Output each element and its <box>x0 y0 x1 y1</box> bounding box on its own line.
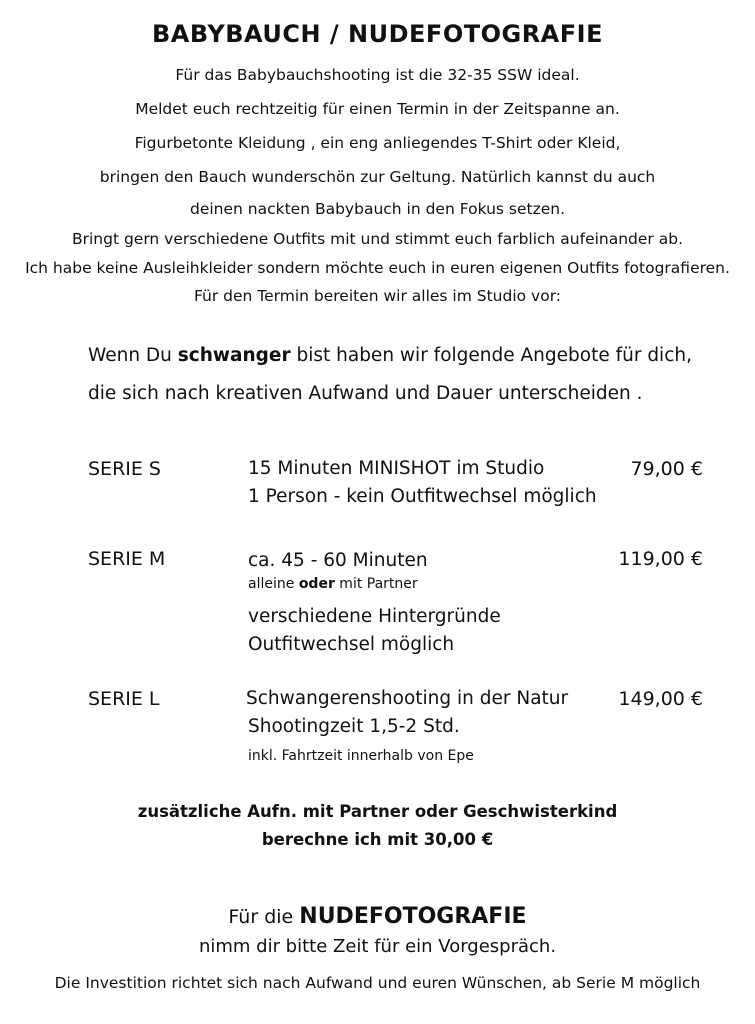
nude-line-2: nimm dir bitte Zeit für ein Vorgespräch. <box>198 936 557 957</box>
serie-m-name: SERIE M <box>88 548 166 570</box>
extra-line-2: berechne ich mit 30,00 € <box>261 830 494 849</box>
serie-l-name: SERIE L <box>88 688 160 710</box>
offers-intro-line-2: die sich nach kreativen Aufwand und Dauer unterscheiden . <box>88 383 643 404</box>
serie-m-line-4: Outfitwechsel möglich <box>248 634 455 655</box>
serie-l-line-1: Schwangerenshooting in der Natur <box>246 688 569 709</box>
intro-line-5: deinen nackten Babybauch in den Fokus setzen. <box>189 200 566 218</box>
extra-line-1: zusätzliche Aufn. mit Partner oder Geschwisterkind <box>137 802 618 821</box>
nude-line-3: Die Investition richtet sich nach Aufwand und euren Wünschen, ab Serie M möglich <box>54 974 701 992</box>
intro-line-8: Für den Termin bereiten wir alles im Studio vor: <box>193 287 562 305</box>
serie-s-line-2: 1 Person - kein Outfitwechsel möglich <box>248 486 597 507</box>
intro-line-2: Meldet euch rechtzeitig für einen Termin in der Zeitspanne an. <box>135 100 620 118</box>
serie-m-line-1: ca. 45 - 60 Minuten <box>248 550 428 571</box>
intro-line-1: Für das Babybauchshooting ist die 32-35 SSW ideal. <box>175 66 580 84</box>
serie-l-price: 149,00 € <box>618 688 703 710</box>
serie-l-small: inkl. Fahrtzeit innerhalb von Epe <box>248 748 474 764</box>
nude-heading: Für die NUDEFOTOGRAFIE <box>228 904 527 929</box>
intro-line-3: Figurbetonte Kleidung , ein eng anliegendes T-Shirt oder Kleid, <box>134 134 621 152</box>
intro-line-4: bringen den Bauch wunderschön zur Geltung. Natürlich kannst du auch <box>99 168 656 186</box>
offers-intro-line-1: Wenn Du schwanger bist haben wir folgende Angebote für dich, <box>88 345 692 366</box>
serie-s-price: 79,00 € <box>630 458 703 480</box>
intro-line-7: Ich habe keine Ausleihkleider sondern möchte euch in euren eigenen Outfits fotografieren. <box>25 259 730 277</box>
serie-l-line-2: Shootingzeit 1,5-2 Std. <box>248 716 460 737</box>
serie-m-small: alleine oder mit Partner <box>248 576 418 592</box>
serie-m-price: 119,00 € <box>618 548 703 570</box>
page-title: BABYBAUCH / NUDEFOTOGRAFIE <box>152 20 603 48</box>
serie-s-line-1: 15 Minuten MINISHOT im Studio <box>248 458 545 479</box>
offers-intro-highlight: schwanger <box>177 345 291 366</box>
serie-m-line-3: verschiedene Hintergründe <box>248 606 501 627</box>
intro-line-6: Bringt gern verschiedene Outfits mit und stimmt euch farblich aufeinander ab. <box>71 230 684 248</box>
serie-s-name: SERIE S <box>88 458 161 480</box>
